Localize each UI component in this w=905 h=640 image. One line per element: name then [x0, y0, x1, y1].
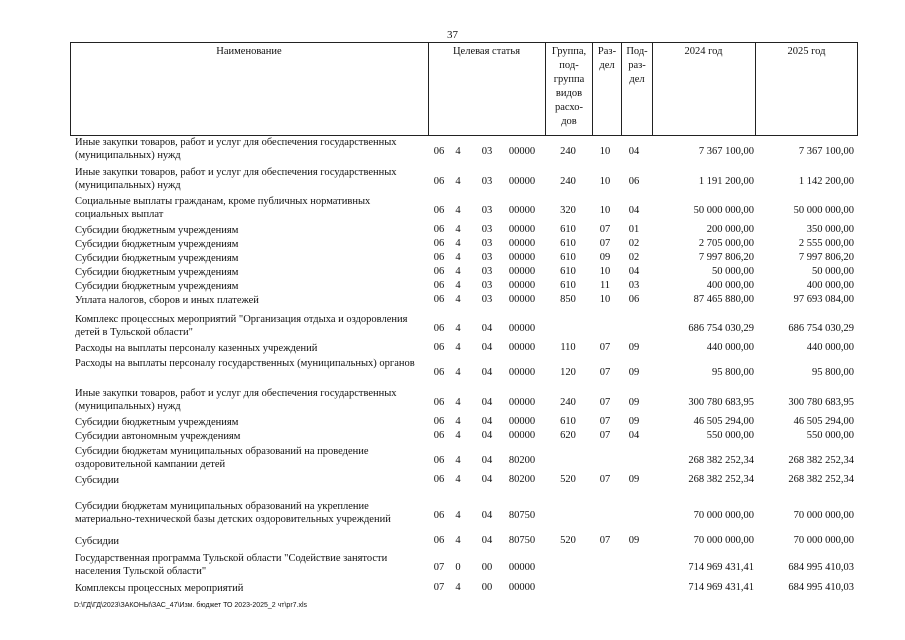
row-cell-b: 4 — [455, 510, 461, 521]
row-cell-sub: 03 — [628, 280, 640, 291]
table-row — [0, 313, 905, 341]
row-cell-v2024: 714 969 431,41 — [688, 562, 754, 573]
row-cell-v2024: 87 465 880,00 — [693, 294, 754, 305]
row-cell-v2024: 1 191 200,00 — [698, 176, 754, 187]
row-cell-d: 00000 — [508, 416, 536, 427]
row-cell-v2024: 268 382 252,34 — [688, 474, 754, 485]
row-cell-d: 00000 — [508, 252, 536, 263]
row-cell-c: 04 — [481, 535, 493, 546]
row-cell-v2025: 97 693 084,00 — [793, 294, 854, 305]
row-cell-v2025: 440 000,00 — [806, 342, 854, 353]
row-cell-a: 06 — [433, 266, 445, 277]
row-cell-grp: 110 — [560, 342, 576, 353]
row-cell-grp: 240 — [560, 176, 576, 187]
row-cell-v2024: 714 969 431,41 — [688, 582, 754, 593]
table-header — [70, 42, 858, 136]
row-cell-a: 06 — [433, 323, 445, 334]
row-cell-v2025: 684 995 410,03 — [788, 562, 854, 573]
row-name: Расходы на выплаты персоналу казенных учреждений — [75, 343, 318, 354]
table-row — [0, 445, 905, 473]
row-cell-d: 00000 — [508, 280, 536, 291]
row-cell-c: 03 — [481, 266, 493, 277]
row-cell-v2024: 70 000 000,00 — [693, 510, 754, 521]
row-cell-v2024: 7 997 806,20 — [698, 252, 754, 263]
row-name: Уплата налогов, сборов и иных платежей — [75, 295, 259, 306]
row-cell-grp: 610 — [560, 252, 576, 263]
row-cell-a: 06 — [433, 252, 445, 263]
row-name: Иные закупки товаров, работ и услуг для обеспечения государственных (муниципальных) нужд — [75, 137, 397, 161]
row-cell-v2024: 50 000 000,00 — [693, 205, 754, 216]
row-cell-v2024: 200 000,00 — [706, 224, 754, 235]
row-cell-v2024: 7 367 100,00 — [698, 146, 754, 157]
row-cell-a: 06 — [433, 430, 445, 441]
row-cell-d: 00000 — [508, 176, 536, 187]
row-cell-v2025: 1 142 200,00 — [798, 176, 854, 187]
row-cell-c: 04 — [481, 342, 493, 353]
row-cell-v2024: 70 000 000,00 — [693, 535, 754, 546]
row-cell-v2024: 300 780 683,95 — [688, 397, 754, 408]
row-cell-grp: 620 — [560, 430, 576, 441]
row-cell-grp: 610 — [560, 238, 576, 249]
row-cell-b: 4 — [455, 430, 461, 441]
row-name: Расходы на выплаты персоналу государственных (муниципальных) органов — [75, 358, 415, 369]
row-cell-c: 04 — [481, 323, 493, 334]
row-name: Субсидии бюджетным учреждениям — [75, 225, 239, 236]
row-cell-v2024: 550 000,00 — [706, 430, 754, 441]
row-cell-v2024: 400 000,00 — [706, 280, 754, 291]
table-row — [0, 195, 905, 223]
row-cell-c: 03 — [481, 294, 493, 305]
table-row — [0, 280, 905, 294]
row-name: Иные закупки товаров, работ и услуг для обеспечения государственных (муниципальных) нужд — [75, 167, 397, 191]
row-cell-grp: 610 — [560, 224, 576, 235]
row-cell-c: 03 — [481, 146, 493, 157]
row-cell-c: 04 — [481, 510, 493, 521]
row-cell-sub: 04 — [628, 266, 640, 277]
row-cell-grp: 610 — [560, 416, 576, 427]
row-name: Субсидии бюджетным учреждениям — [75, 267, 239, 278]
table-row — [0, 430, 905, 444]
row-cell-c: 04 — [481, 474, 493, 485]
row-name: Субсидии бюджетным учреждениям — [75, 417, 239, 428]
row-cell-v2025: 686 754 030,29 — [788, 323, 854, 334]
row-cell-b: 4 — [455, 416, 461, 427]
table-row — [0, 294, 905, 308]
row-cell-grp: 610 — [560, 280, 576, 291]
row-cell-b: 4 — [455, 238, 461, 249]
table-row — [0, 387, 905, 415]
row-cell-b: 4 — [455, 397, 461, 408]
row-cell-sec: 10 — [599, 294, 611, 305]
row-cell-v2024: 686 754 030,29 — [688, 323, 754, 334]
row-cell-grp: 850 — [560, 294, 576, 305]
table-row — [0, 357, 905, 385]
row-cell-v2025: 70 000 000,00 — [793, 535, 854, 546]
row-name: Субсидии автономным учреждениям — [75, 431, 241, 442]
header-2025: 2025 год — [787, 46, 826, 57]
row-cell-v2025: 268 382 252,34 — [788, 474, 854, 485]
row-cell-d: 00000 — [508, 294, 536, 305]
row-cell-sub: 09 — [628, 474, 640, 485]
row-cell-a: 06 — [433, 176, 445, 187]
row-cell-b: 4 — [455, 146, 461, 157]
row-cell-a: 06 — [433, 205, 445, 216]
row-name: Государственная программа Тульской области "Содействие занятости населения Тульской области" — [75, 553, 388, 577]
row-cell-d: 00000 — [508, 224, 536, 235]
row-cell-sub: 09 — [628, 416, 640, 427]
row-cell-d: 00000 — [508, 323, 536, 334]
row-cell-b: 4 — [455, 266, 461, 277]
row-name: Субсидии бюджетным учреждениям — [75, 281, 239, 292]
row-cell-b: 4 — [455, 455, 461, 466]
row-cell-c: 04 — [481, 367, 493, 378]
row-cell-sec: 07 — [599, 238, 611, 249]
row-cell-b: 0 — [455, 562, 461, 573]
row-name: Социальные выплаты гражданам, кроме публичных нормативных социальных выплат — [75, 196, 371, 220]
row-cell-d: 00000 — [508, 238, 536, 249]
row-name: Субсидии бюджетным учреждениям — [75, 239, 239, 250]
row-cell-sub: 09 — [628, 367, 640, 378]
row-cell-sub: 02 — [628, 252, 640, 263]
row-name: Иные закупки товаров, работ и услуг для обеспечения государственных (муниципальных) нужд — [75, 388, 397, 412]
row-name: Комплексы процессных мероприятий — [75, 583, 244, 594]
row-cell-sec: 07 — [599, 397, 611, 408]
row-cell-sec: 07 — [599, 367, 611, 378]
file-path: D:\ГД\ГД\2023\ЗАКОНЫ\ЗАС_47\Изм. бюджет ТО 2023-2025_2 чт\pr7.xls — [74, 602, 308, 609]
row-cell-sub: 01 — [628, 224, 640, 235]
row-cell-v2025: 7 367 100,00 — [798, 146, 854, 157]
row-cell-a: 07 — [433, 582, 445, 593]
row-cell-d: 00000 — [508, 367, 536, 378]
row-cell-d: 00000 — [508, 397, 536, 408]
row-cell-a: 06 — [433, 510, 445, 521]
row-cell-v2025: 70 000 000,00 — [793, 510, 854, 521]
row-cell-b: 4 — [455, 294, 461, 305]
row-cell-d: 00000 — [508, 582, 536, 593]
row-cell-a: 06 — [433, 342, 445, 353]
row-cell-a: 06 — [433, 416, 445, 427]
header-name: Наименование — [216, 46, 282, 57]
row-cell-c: 03 — [481, 205, 493, 216]
row-cell-sec: 10 — [599, 205, 611, 216]
row-cell-v2025: 268 382 252,34 — [788, 455, 854, 466]
row-cell-a: 06 — [433, 146, 445, 157]
row-cell-v2025: 400 000,00 — [806, 280, 854, 291]
row-cell-sec: 09 — [599, 252, 611, 263]
row-cell-sec: 07 — [599, 430, 611, 441]
row-cell-v2025: 50 000 000,00 — [793, 205, 854, 216]
row-cell-a: 06 — [433, 294, 445, 305]
row-cell-b: 4 — [455, 367, 461, 378]
table-row — [0, 166, 905, 194]
row-cell-b: 4 — [455, 252, 461, 263]
header-group: Группа, под- группа видов расхо- дов — [551, 46, 587, 127]
row-cell-b: 4 — [455, 474, 461, 485]
row-cell-a: 06 — [433, 397, 445, 408]
row-cell-sub: 04 — [628, 205, 640, 216]
row-name: Субсидии бюджетам муниципальных образований на проведение оздоровительной кампании детей — [75, 446, 369, 470]
row-cell-sec: 07 — [599, 416, 611, 427]
row-cell-d: 80200 — [508, 455, 536, 466]
table-row — [0, 500, 905, 528]
row-cell-b: 4 — [455, 224, 461, 235]
row-cell-sub: 06 — [628, 294, 640, 305]
row-cell-sub: 09 — [628, 397, 640, 408]
row-cell-a: 06 — [433, 280, 445, 291]
header-target: Целевая статья — [452, 46, 521, 57]
row-cell-c: 04 — [481, 397, 493, 408]
table-row — [0, 136, 905, 164]
row-cell-v2024: 2 705 000,00 — [698, 238, 754, 249]
row-cell-v2025: 684 995 410,03 — [788, 582, 854, 593]
row-cell-a: 06 — [433, 367, 445, 378]
row-cell-v2025: 350 000,00 — [806, 224, 854, 235]
row-cell-b: 4 — [455, 342, 461, 353]
header-section: Раз- дел — [597, 46, 617, 71]
row-cell-sub: 04 — [628, 146, 640, 157]
row-cell-a: 07 — [433, 562, 445, 573]
header-divider — [545, 42, 546, 136]
row-cell-v2025: 46 505 294,00 — [793, 416, 854, 427]
row-cell-sub: 02 — [628, 238, 640, 249]
row-cell-d: 00000 — [508, 146, 536, 157]
row-name: Комплекс процессных мероприятий "Организация отдыха и оздоровления детей в Тульской области" — [75, 314, 408, 338]
row-cell-sub: 09 — [628, 535, 640, 546]
header-divider — [621, 42, 622, 136]
row-cell-sec: 10 — [599, 146, 611, 157]
table-row — [0, 342, 905, 356]
table-row — [0, 416, 905, 430]
table-row — [0, 252, 905, 266]
row-cell-c: 04 — [481, 430, 493, 441]
row-cell-sub: 06 — [628, 176, 640, 187]
row-cell-d: 00000 — [508, 342, 536, 353]
row-cell-v2024: 95 800,00 — [712, 367, 754, 378]
row-cell-grp: 610 — [560, 266, 576, 277]
row-cell-c: 00 — [481, 582, 493, 593]
row-name: Субсидии бюджетным учреждениям — [75, 253, 239, 264]
row-cell-v2025: 50 000,00 — [812, 266, 854, 277]
row-cell-sec: 07 — [599, 224, 611, 235]
row-cell-v2025: 2 555 000,00 — [798, 238, 854, 249]
row-cell-grp: 120 — [560, 367, 576, 378]
page-number: 37 — [447, 29, 458, 41]
table-row — [0, 266, 905, 280]
row-cell-sub: 04 — [628, 430, 640, 441]
row-cell-v2024: 46 505 294,00 — [693, 416, 754, 427]
row-cell-a: 06 — [433, 238, 445, 249]
row-cell-a: 06 — [433, 474, 445, 485]
row-cell-b: 4 — [455, 176, 461, 187]
table-row — [0, 474, 905, 488]
row-cell-d: 00000 — [508, 205, 536, 216]
table-row — [0, 224, 905, 238]
row-cell-c: 04 — [481, 416, 493, 427]
row-cell-grp: 240 — [560, 397, 576, 408]
row-cell-d: 00000 — [508, 562, 536, 573]
row-name: Субсидии — [75, 475, 120, 486]
row-cell-b: 4 — [455, 323, 461, 334]
row-cell-v2024: 268 382 252,34 — [688, 455, 754, 466]
row-cell-b: 4 — [455, 535, 461, 546]
row-cell-sec: 10 — [599, 176, 611, 187]
table-row — [0, 552, 905, 580]
row-cell-c: 03 — [481, 224, 493, 235]
row-cell-d: 00000 — [508, 430, 536, 441]
row-cell-c: 03 — [481, 252, 493, 263]
row-cell-sec: 07 — [599, 342, 611, 353]
row-cell-sec: 07 — [599, 474, 611, 485]
row-cell-sub: 09 — [628, 342, 640, 353]
row-name: Субсидии — [75, 536, 120, 547]
row-cell-v2024: 440 000,00 — [706, 342, 754, 353]
row-cell-c: 00 — [481, 562, 493, 573]
table-row — [0, 535, 905, 549]
row-cell-a: 06 — [433, 224, 445, 235]
row-cell-v2025: 550 000,00 — [806, 430, 854, 441]
row-name: Субсидии бюджетам муниципальных образований на укрепление материально-технической базы детских оздоровительных учреждений — [75, 501, 391, 525]
row-cell-b: 4 — [455, 205, 461, 216]
table-row — [0, 238, 905, 252]
row-cell-c: 03 — [481, 238, 493, 249]
row-cell-d: 80750 — [508, 510, 536, 521]
row-cell-a: 06 — [433, 455, 445, 466]
row-cell-grp: 520 — [560, 474, 576, 485]
row-cell-b: 4 — [455, 582, 461, 593]
row-cell-sec: 11 — [599, 280, 611, 291]
row-cell-v2024: 50 000,00 — [712, 266, 754, 277]
row-cell-grp: 320 — [560, 205, 576, 216]
table-row — [0, 582, 905, 596]
row-cell-b: 4 — [455, 280, 461, 291]
row-cell-c: 03 — [481, 176, 493, 187]
row-cell-grp: 520 — [560, 535, 576, 546]
row-cell-sec: 10 — [599, 266, 611, 277]
row-cell-d: 80200 — [508, 474, 536, 485]
row-cell-v2025: 7 997 806,20 — [798, 252, 854, 263]
header-subsection: Под- раз- дел — [626, 46, 648, 85]
row-cell-v2025: 95 800,00 — [812, 367, 854, 378]
header-2024: 2024 год — [684, 46, 723, 57]
header-divider — [592, 42, 593, 136]
row-cell-c: 04 — [481, 455, 493, 466]
row-cell-v2025: 300 780 683,95 — [788, 397, 854, 408]
row-cell-a: 06 — [433, 535, 445, 546]
row-cell-d: 00000 — [508, 266, 536, 277]
row-cell-c: 03 — [481, 280, 493, 291]
row-cell-d: 80750 — [508, 535, 536, 546]
row-cell-sec: 07 — [599, 535, 611, 546]
row-cell-grp: 240 — [560, 146, 576, 157]
